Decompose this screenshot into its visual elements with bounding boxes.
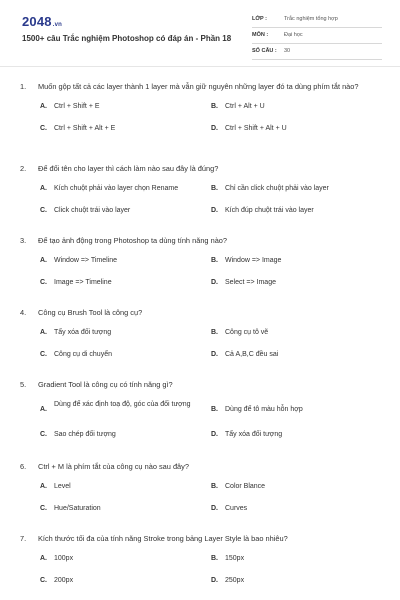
question-number: 3.	[20, 236, 27, 245]
meta-value: 30	[284, 48, 291, 54]
option-b[interactable]	[211, 405, 381, 415]
option-text: 100px	[54, 555, 74, 562]
option-a[interactable]	[40, 328, 210, 338]
option-c[interactable]	[40, 576, 210, 586]
option-text: 150px	[225, 555, 245, 562]
option-letter: C.	[40, 207, 47, 214]
option-a[interactable]	[40, 554, 210, 564]
question-6	[20, 462, 380, 512]
option-letter: D.	[211, 207, 218, 214]
option-d[interactable]	[211, 278, 381, 288]
question-7	[20, 534, 380, 584]
option-text: Tẩy xóa đối tượng	[54, 329, 112, 336]
question-number: 1.	[20, 82, 27, 91]
option-d[interactable]	[211, 124, 381, 134]
option-text: Curves	[225, 505, 248, 512]
question-3	[20, 236, 380, 286]
option-text: Sao chép đối tượng	[54, 431, 116, 438]
option-c[interactable]	[40, 206, 210, 216]
option-letter: B.	[211, 257, 218, 264]
meta-row-count	[252, 46, 382, 60]
option-d[interactable]	[211, 576, 381, 586]
question-4	[20, 308, 380, 358]
meta-info	[252, 14, 382, 62]
option-text: Công cụ tô vẽ	[225, 329, 269, 336]
option-a[interactable]	[40, 256, 210, 266]
page-title: 1500+ câu Trắc nghiệm Photoshop có đáp án - Phần 18	[22, 34, 232, 43]
option-c[interactable]	[40, 430, 210, 440]
option-letter: A.	[40, 406, 47, 413]
option-letter: A.	[40, 555, 47, 562]
option-letter: D.	[211, 279, 218, 286]
question-text: Kích thước tối đa của tính năng Stroke trong bảng Layer Style là bao nhiêu?	[38, 534, 288, 543]
question-text: Ctrl + M là phím tắt của công cụ nào sau đây?	[38, 462, 189, 471]
meta-value: Trắc nghiệm tổng hợp	[284, 16, 338, 22]
question-number: 2.	[20, 164, 27, 173]
option-text: Window => Image	[225, 257, 282, 264]
option-text: Kích chuột phải vào layer chọn Rename	[54, 185, 179, 192]
option-text: 200px	[54, 577, 74, 584]
question-number: 4.	[20, 308, 27, 317]
option-letter: B.	[211, 103, 218, 110]
option-c[interactable]	[40, 278, 210, 288]
option-letter: A.	[40, 329, 47, 336]
option-d[interactable]	[211, 206, 381, 216]
option-letter: B.	[211, 483, 218, 490]
option-text: Công cụ di chuyển	[54, 351, 112, 358]
option-text: Image => Timeline	[54, 279, 112, 286]
option-letter: A.	[40, 103, 47, 110]
meta-label: MÔN :	[252, 32, 269, 38]
option-b[interactable]	[211, 554, 381, 564]
question-number: 6.	[20, 462, 27, 471]
meta-value: Đại học	[284, 32, 303, 38]
option-letter: B.	[211, 406, 218, 413]
option-b[interactable]	[211, 184, 381, 194]
meta-row-subject	[252, 30, 382, 44]
option-letter: C.	[40, 125, 47, 132]
option-text: 250px	[225, 577, 245, 584]
question-line	[20, 462, 380, 472]
question-line	[20, 308, 380, 318]
option-b[interactable]	[211, 256, 381, 266]
question-text: Để đổi tên cho layer thì cách làm nào sau đây là đúng?	[38, 164, 219, 173]
option-a[interactable]	[40, 184, 210, 194]
option-text: Dùng để xác định toạ độ, góc của đối tượng	[54, 401, 191, 408]
option-letter: B.	[211, 329, 218, 336]
option-text: Tẩy xóa đối tượng	[225, 431, 283, 438]
option-a[interactable]	[40, 482, 210, 492]
question-5	[20, 380, 380, 438]
question-line	[20, 82, 380, 92]
option-letter: B.	[211, 555, 218, 562]
site-logo[interactable]	[22, 14, 62, 29]
option-letter: C.	[40, 577, 47, 584]
meta-label: SỐ CÂU :	[252, 48, 277, 54]
option-letter: D.	[211, 505, 218, 512]
option-text: Ctrl + Shift + Alt + U	[225, 125, 287, 132]
option-text: Select => Image	[225, 279, 276, 286]
question-number: 5.	[20, 380, 27, 389]
question-line	[20, 236, 380, 246]
option-letter: C.	[40, 351, 47, 358]
option-letter: D.	[211, 351, 218, 358]
question-1	[20, 82, 380, 132]
question-text: Công cụ Brush Tool là công cụ?	[38, 308, 143, 317]
option-c[interactable]	[40, 124, 210, 134]
option-text: Click chuột trái vào layer	[54, 207, 131, 214]
option-b[interactable]	[211, 328, 381, 338]
option-d[interactable]	[211, 504, 381, 514]
meta-row-class	[252, 14, 382, 28]
option-b[interactable]	[211, 102, 381, 112]
header-divider	[0, 66, 400, 67]
question-line	[20, 380, 380, 390]
option-letter: C.	[40, 279, 47, 286]
option-letter: D.	[211, 431, 218, 438]
option-letter: C.	[40, 431, 47, 438]
option-text: Level	[54, 483, 71, 490]
option-text: Ctrl + Alt + U	[225, 103, 265, 110]
question-number: 7.	[20, 534, 27, 543]
option-text: Dùng để tô màu hỗn hợp	[225, 406, 303, 413]
question-line	[20, 164, 380, 174]
logo-tld: .vn	[52, 22, 63, 28]
option-text: Ctrl + Shift + Alt + E	[54, 125, 116, 132]
option-text: Color Blance	[225, 483, 266, 490]
option-text: Kích đúp chuột trái vào layer	[225, 207, 314, 214]
option-text: Window => Timeline	[54, 257, 118, 264]
option-c[interactable]	[40, 350, 210, 360]
option-text: Ctrl + Shift + E	[54, 103, 100, 110]
document-header	[0, 0, 400, 64]
question-line	[20, 534, 380, 544]
option-a[interactable]	[40, 400, 200, 413]
option-d[interactable]	[211, 430, 381, 440]
option-a[interactable]	[40, 102, 210, 112]
option-c[interactable]	[40, 504, 210, 514]
option-b[interactable]	[211, 482, 381, 492]
option-text: Chỉ cần click chuột phải vào layer	[225, 185, 329, 192]
option-letter: D.	[211, 577, 218, 584]
option-letter: C.	[40, 505, 47, 512]
question-text: Để tạo ảnh động trong Photoshop ta dùng tính năng nào?	[38, 236, 228, 245]
question-text: Muốn gộp tất cả các layer thành 1 layer mà vẫn giữ nguyên những layer đó ta dùng phím tắt nào?	[38, 82, 359, 91]
option-text: Hue/Saturation	[54, 505, 101, 512]
logo-text: 2048	[22, 14, 52, 29]
option-letter: A.	[40, 257, 47, 264]
question-2	[20, 164, 380, 214]
option-letter: A.	[40, 185, 47, 192]
option-letter: D.	[211, 125, 218, 132]
meta-label: LỚP :	[252, 16, 267, 22]
option-d[interactable]	[211, 350, 381, 360]
option-letter: B.	[211, 185, 218, 192]
question-text: Gradient Tool là công cụ có tính năng gì?	[38, 380, 173, 389]
option-text: Cả A,B,C đều sai	[225, 351, 279, 358]
option-letter: A.	[40, 483, 47, 490]
